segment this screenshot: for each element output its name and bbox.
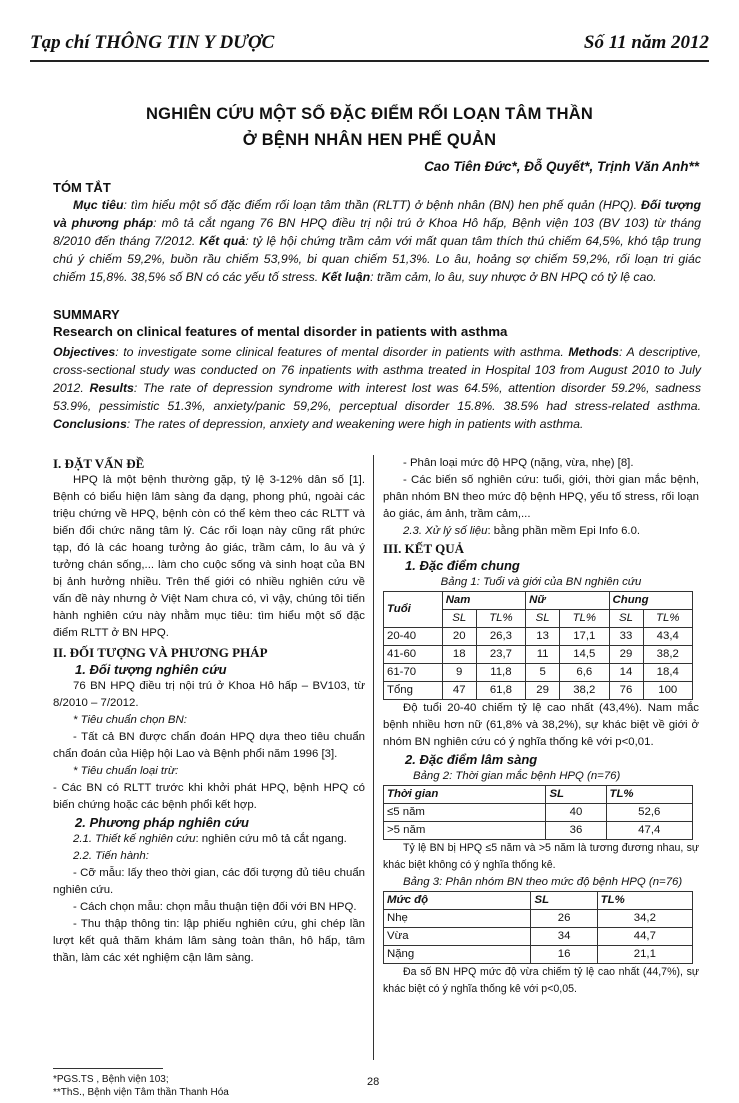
- t2-head-c1: Thời gian: [384, 786, 546, 804]
- footnote-1: *PGS.TS , Bệnh viện 103;: [53, 1074, 169, 1085]
- table1: [383, 591, 693, 700]
- footnote-rule: [53, 1068, 163, 1069]
- t1-cell-f: 13: [526, 628, 560, 646]
- vi-result-text: : tỷ lệ hội chứng trầm cảm với mất quan tâm thích thú chiếm 64,5%, khó tập trung chú ý chiếm 59,2%, buồn rầu chiếm 53,9%, bi quan chiếm 51,3%. Lo âu, hoảng sợ chiếm 59,2%, rối loạn tri giác chiếm 15,8%. 38,5% số BN có các yếu tố stress.: [53, 234, 702, 284]
- exclusion-paragraph: - Các BN có RLTT trước khi khởi phát HPQ, bệnh HPQ có biến chứng hoặc các bệnh phổi kết hợp.: [53, 782, 365, 811]
- t1-cell-fp: 38,2: [560, 682, 609, 700]
- t1-cell-tp: 43,4: [643, 628, 692, 646]
- t1-cell-tp: 18,4: [643, 664, 692, 682]
- t3-cell-a: Nặng: [384, 946, 531, 964]
- en-result-label: Results: [89, 381, 134, 395]
- section-methods-heading: II. ĐỐI TƯỢNG VÀ PHƯƠNG PHÁP: [53, 645, 268, 660]
- procedure-label: 2.2. Tiến hành:: [73, 850, 149, 862]
- inclusion-paragraph: - Tất cả BN được chẩn đoán HPQ dựa theo tiêu chuẩn chẩn đoán của Hiệp hội Lao và Bệnh phổi năm 1996 [3].: [53, 731, 365, 760]
- table3: [383, 891, 693, 964]
- t1-cell-age: 41-60: [384, 646, 443, 664]
- t1-cell-t: 76: [609, 682, 643, 700]
- t1-cell-f: 29: [526, 682, 560, 700]
- exclusion-label: * Tiêu chuẩn loại trừ:: [73, 765, 179, 777]
- t1-sub-sl: SL: [609, 610, 643, 628]
- en-abstract: [53, 343, 701, 433]
- table-row: [384, 682, 693, 700]
- method-heading: 2. Phương pháp nghiên cứu: [75, 815, 249, 830]
- t2-cell-c: 52,6: [606, 804, 693, 822]
- table-row: [384, 946, 693, 964]
- subjects-paragraph: 76 BN HPQ điều trị nội trú ở Khoa Hô hấp – BV103, từ 8/2010 – 7/2012.: [53, 680, 365, 709]
- vi-obj-label: Mục tiêu: [73, 198, 124, 212]
- table2-caption: Bảng 2: Thời gian mắc bệnh HPQ (n=76): [413, 770, 621, 782]
- t1-cell-t: 29: [609, 646, 643, 664]
- table-row: [384, 822, 693, 840]
- t3-cell-c: 21,1: [597, 946, 692, 964]
- t1-cell-m: 9: [442, 664, 476, 682]
- design-label: 2.1. Thiết kế nghiên cứu: [73, 833, 196, 845]
- t1-cell-f: 11: [526, 646, 560, 664]
- table2-note: Tỷ lệ BN bị HPQ ≤5 năm và >5 năm là tương đương nhau, sự khác biệt không có ý nghĩa thống kê.: [383, 842, 699, 871]
- vi-method-label: Đối tượng và phương pháp: [53, 198, 701, 230]
- article-title: [0, 101, 739, 153]
- t1-head-female: Nữ: [526, 592, 609, 610]
- t3-cell-b: 34: [531, 928, 597, 946]
- en-result-text: : The rate of depression syndrome with interest lost was 64.5%, attention disorder 59.2%, sadness 53.9%, pessimistic 51.3%, anxiety/panic 59,2%, perceptual disorder 15.8%. 38.5% had stress-related asthma.: [53, 381, 701, 413]
- t3-cell-a: Vừa: [384, 928, 531, 946]
- journal-name: Tạp chí THÔNG TIN Y DƯỢC: [30, 32, 275, 53]
- intro-paragraph: HPQ là một bệnh thường gặp, tỷ lệ 3-12% dân số [1]. Bệnh có biểu hiện lâm sàng đa dạng, phong phú, ngoài các triệu chứng về HPQ, bệnh còn có thể kèm theo các RLTT và biến đổi chức năng tâm lý. Các rối loạn này cũng rất phức tạp, đó là các hoang tưởng ảo giác, trầm cảm, lo âu và ý tưởng chán sống,... làm cho cuộc sống và sinh hoạt của BN bị ảnh hưởng nhiều. Trên thế giới có nhiều nghiên cứu về vấn đề này nhưng ở Việt Nam chưa có, vì vậy, chúng tôi tiến hành nghiên cứu này nhằm mục tiêu: tìm hiểu một số đặc điểm RLTT ở BN HPQ.: [53, 474, 365, 639]
- t1-sub-pct: TL%: [476, 610, 525, 628]
- vi-abstract: [53, 196, 701, 286]
- t1-sub-sl: SL: [442, 610, 476, 628]
- t3-head-c1: Mức độ: [384, 892, 531, 910]
- title-line-2: Ở BỆNH NHÂN HEN PHẾ QUẢN: [242, 131, 497, 149]
- t1-head-age: Tuổi: [384, 592, 443, 628]
- t1-cell-age: 20-40: [384, 628, 443, 646]
- t2-cell-c: 47,4: [606, 822, 693, 840]
- t2-cell-b: 40: [546, 804, 606, 822]
- journal-header: [30, 30, 709, 62]
- t1-cell-t: 33: [609, 628, 643, 646]
- right-column: [383, 455, 699, 998]
- table1-caption: Bảng 1: Tuổi và giới của BN nghiên cứu: [440, 576, 642, 588]
- t1-cell-mp: 23,7: [476, 646, 525, 664]
- table1-note: Độ tuổi 20-40 chiếm tỷ lệ cao nhất (43,4%). Nam mắc bệnh nhiều hơn nữ (61,8% và 38,2%), sự khác biệt về giới ở nhóm BN nghiên cứu có ý nghĩa thống kê với p<0,01.: [383, 702, 699, 748]
- en-obj-label: Objectives: [53, 345, 116, 359]
- en-concl-label: Conclusions: [53, 417, 127, 431]
- t3-head-c3: TL%: [597, 892, 692, 910]
- table-row: [384, 804, 693, 822]
- issue-number: Số 11 năm 2012: [583, 32, 709, 53]
- t1-head-male: Nam: [442, 592, 525, 610]
- en-concl-text: : The rates of depression, anxiety and weakening were high in patients with asthma.: [126, 417, 584, 431]
- t1-cell-fp: 17,1: [560, 628, 609, 646]
- stats-text: : bằng phần mềm Epi Info 6.0.: [487, 525, 641, 537]
- t1-cell-m: 20: [442, 628, 476, 646]
- clinical-heading: 2. Đặc điểm lâm sàng: [405, 752, 538, 767]
- en-article-title: Research on clinical features of mental disorder in patients with asthma: [53, 324, 508, 339]
- authors: Cao Tiên Đức*, Đỗ Quyết*, Trịnh Văn Anh**: [424, 159, 699, 174]
- t2-cell-a: ≤5 năm: [384, 804, 546, 822]
- t1-cell-m: 47: [442, 682, 476, 700]
- table-row: [384, 910, 693, 928]
- vi-method-text: : mô tả cắt ngang 76 BN HPQ điều trị nội trú ở Khoa Hô hấp, Bệnh viện 103 (BV 103) từ tháng 8/2010 đến tháng 7/2012.: [53, 216, 701, 248]
- en-method-label: Methods: [568, 345, 619, 359]
- sampling-paragraph: - Cách chọn mẫu: chọn mẫu thuận tiện đối với BN HPQ.: [73, 901, 357, 913]
- t1-cell-age: Tổng: [384, 682, 443, 700]
- t1-sub-sl: SL: [526, 610, 560, 628]
- t3-cell-c: 34,2: [597, 910, 692, 928]
- t1-head-total: Chung: [609, 592, 692, 610]
- en-abstract-heading: SUMMARY: [53, 307, 120, 322]
- table-row: [384, 664, 693, 682]
- column-divider: [373, 455, 374, 1060]
- t2-head-c2: SL: [546, 786, 606, 804]
- table-row: [384, 628, 693, 646]
- footnotes: [53, 1073, 229, 1099]
- t1-cell-mp: 26,3: [476, 628, 525, 646]
- t1-cell-tp: 100: [643, 682, 692, 700]
- t3-cell-b: 26: [531, 910, 597, 928]
- t1-cell-fp: 14,5: [560, 646, 609, 664]
- t1-cell-mp: 11,8: [476, 664, 525, 682]
- table3-caption: Bảng 3: Phân nhóm BN theo mức độ bệnh HPQ (n=76): [403, 876, 683, 888]
- data-collection-paragraph: - Thu thập thông tin: lập phiếu nghiên cứu, ghi chép lần lượt kết quả thăm khám lâm sàng toàn thân, hô hấp, tâm thần, làm các xét nghiệm cận lâm sàng.: [53, 918, 365, 964]
- inclusion-label: * Tiêu chuẩn chọn BN:: [73, 714, 187, 726]
- stats-label: 2.3. Xử lý số liệu: [403, 525, 488, 537]
- t1-cell-f: 5: [526, 664, 560, 682]
- t1-cell-fp: 6,6: [560, 664, 609, 682]
- t1-sub-pct: TL%: [560, 610, 609, 628]
- t2-head-c3: TL%: [606, 786, 693, 804]
- left-column: [53, 455, 365, 967]
- section-intro-heading: I. ĐẶT VẤN ĐỀ: [53, 456, 145, 471]
- sample-size-paragraph: - Cỡ mẫu: lấy theo thời gian, các đối tượng đủ tiêu chuẩn nghiên cứu.: [53, 867, 365, 896]
- en-method-text: : A descriptive, cross-sectional study was conducted on 76 inpatients with asthma treated in Hospital 103 from August 2010 to July 2012.: [53, 345, 702, 395]
- t1-cell-tp: 38,2: [643, 646, 692, 664]
- subjects-heading: 1. Đối tượng nghiên cứu: [75, 662, 227, 677]
- table2: [383, 785, 693, 840]
- t1-cell-t: 14: [609, 664, 643, 682]
- t1-cell-mp: 61,8: [476, 682, 525, 700]
- general-heading: 1. Đặc điểm chung: [405, 558, 520, 573]
- design-text: : nghiên cứu mô tả cắt ngang.: [195, 833, 347, 845]
- table3-note: Đa số BN HPQ mức độ vừa chiếm tỷ lệ cao nhất (44,7%), sự khác biệt có ý nghĩa thống kê với p<0,05.: [383, 966, 699, 995]
- t1-sub-pct: TL%: [643, 610, 692, 628]
- section-results-heading: III. KẾT QUẢ: [383, 541, 465, 556]
- vi-abstract-heading: TÓM TẮT: [53, 180, 111, 195]
- t3-cell-c: 44,7: [597, 928, 692, 946]
- t2-cell-a: >5 năm: [384, 822, 546, 840]
- footnote-2: **ThS., Bệnh viện Tâm thần Thanh Hóa: [53, 1087, 229, 1098]
- variables-paragraph: - Các biến số nghiên cứu: tuổi, giới, thời gian mắc bệnh, phân nhóm BN theo mức độ bệnh HPQ, yếu tố stress, rối loạn ảo giác, ám ảnh, trầm cảm,...: [383, 474, 699, 520]
- t2-cell-b: 36: [546, 822, 606, 840]
- vi-concl-text: : trầm cảm, lo âu, suy nhược ở BN HPQ có tỷ lệ cao.: [370, 270, 657, 284]
- t3-head-c2: SL: [531, 892, 597, 910]
- vi-obj-text: : tìm hiểu một số đặc điểm rối loạn tâm thần (RLTT) ở bệnh nhân (BN) hen phế quản (HPQ).: [123, 198, 642, 212]
- page-number: 28: [367, 1076, 380, 1088]
- table-row: [384, 928, 693, 946]
- t3-cell-b: 16: [531, 946, 597, 964]
- t3-cell-a: Nhẹ: [384, 910, 531, 928]
- en-obj-text: : to investigate some clinical features of mental disorder in patients with asthma.: [115, 345, 569, 359]
- classification-paragraph: - Phân loại mức độ HPQ (nặng, vừa, nhẹ) [8].: [403, 457, 634, 469]
- title-line-1: NGHIÊN CỨU MỘT SỐ ĐẶC ĐIỂM RỐI LOẠN TÂM THẦN: [146, 105, 593, 123]
- t1-cell-age: 61-70: [384, 664, 443, 682]
- vi-result-label: Kết quả: [199, 234, 246, 248]
- vi-concl-label: Kết luận: [321, 270, 371, 284]
- table-row: [384, 646, 693, 664]
- t1-cell-m: 18: [442, 646, 476, 664]
